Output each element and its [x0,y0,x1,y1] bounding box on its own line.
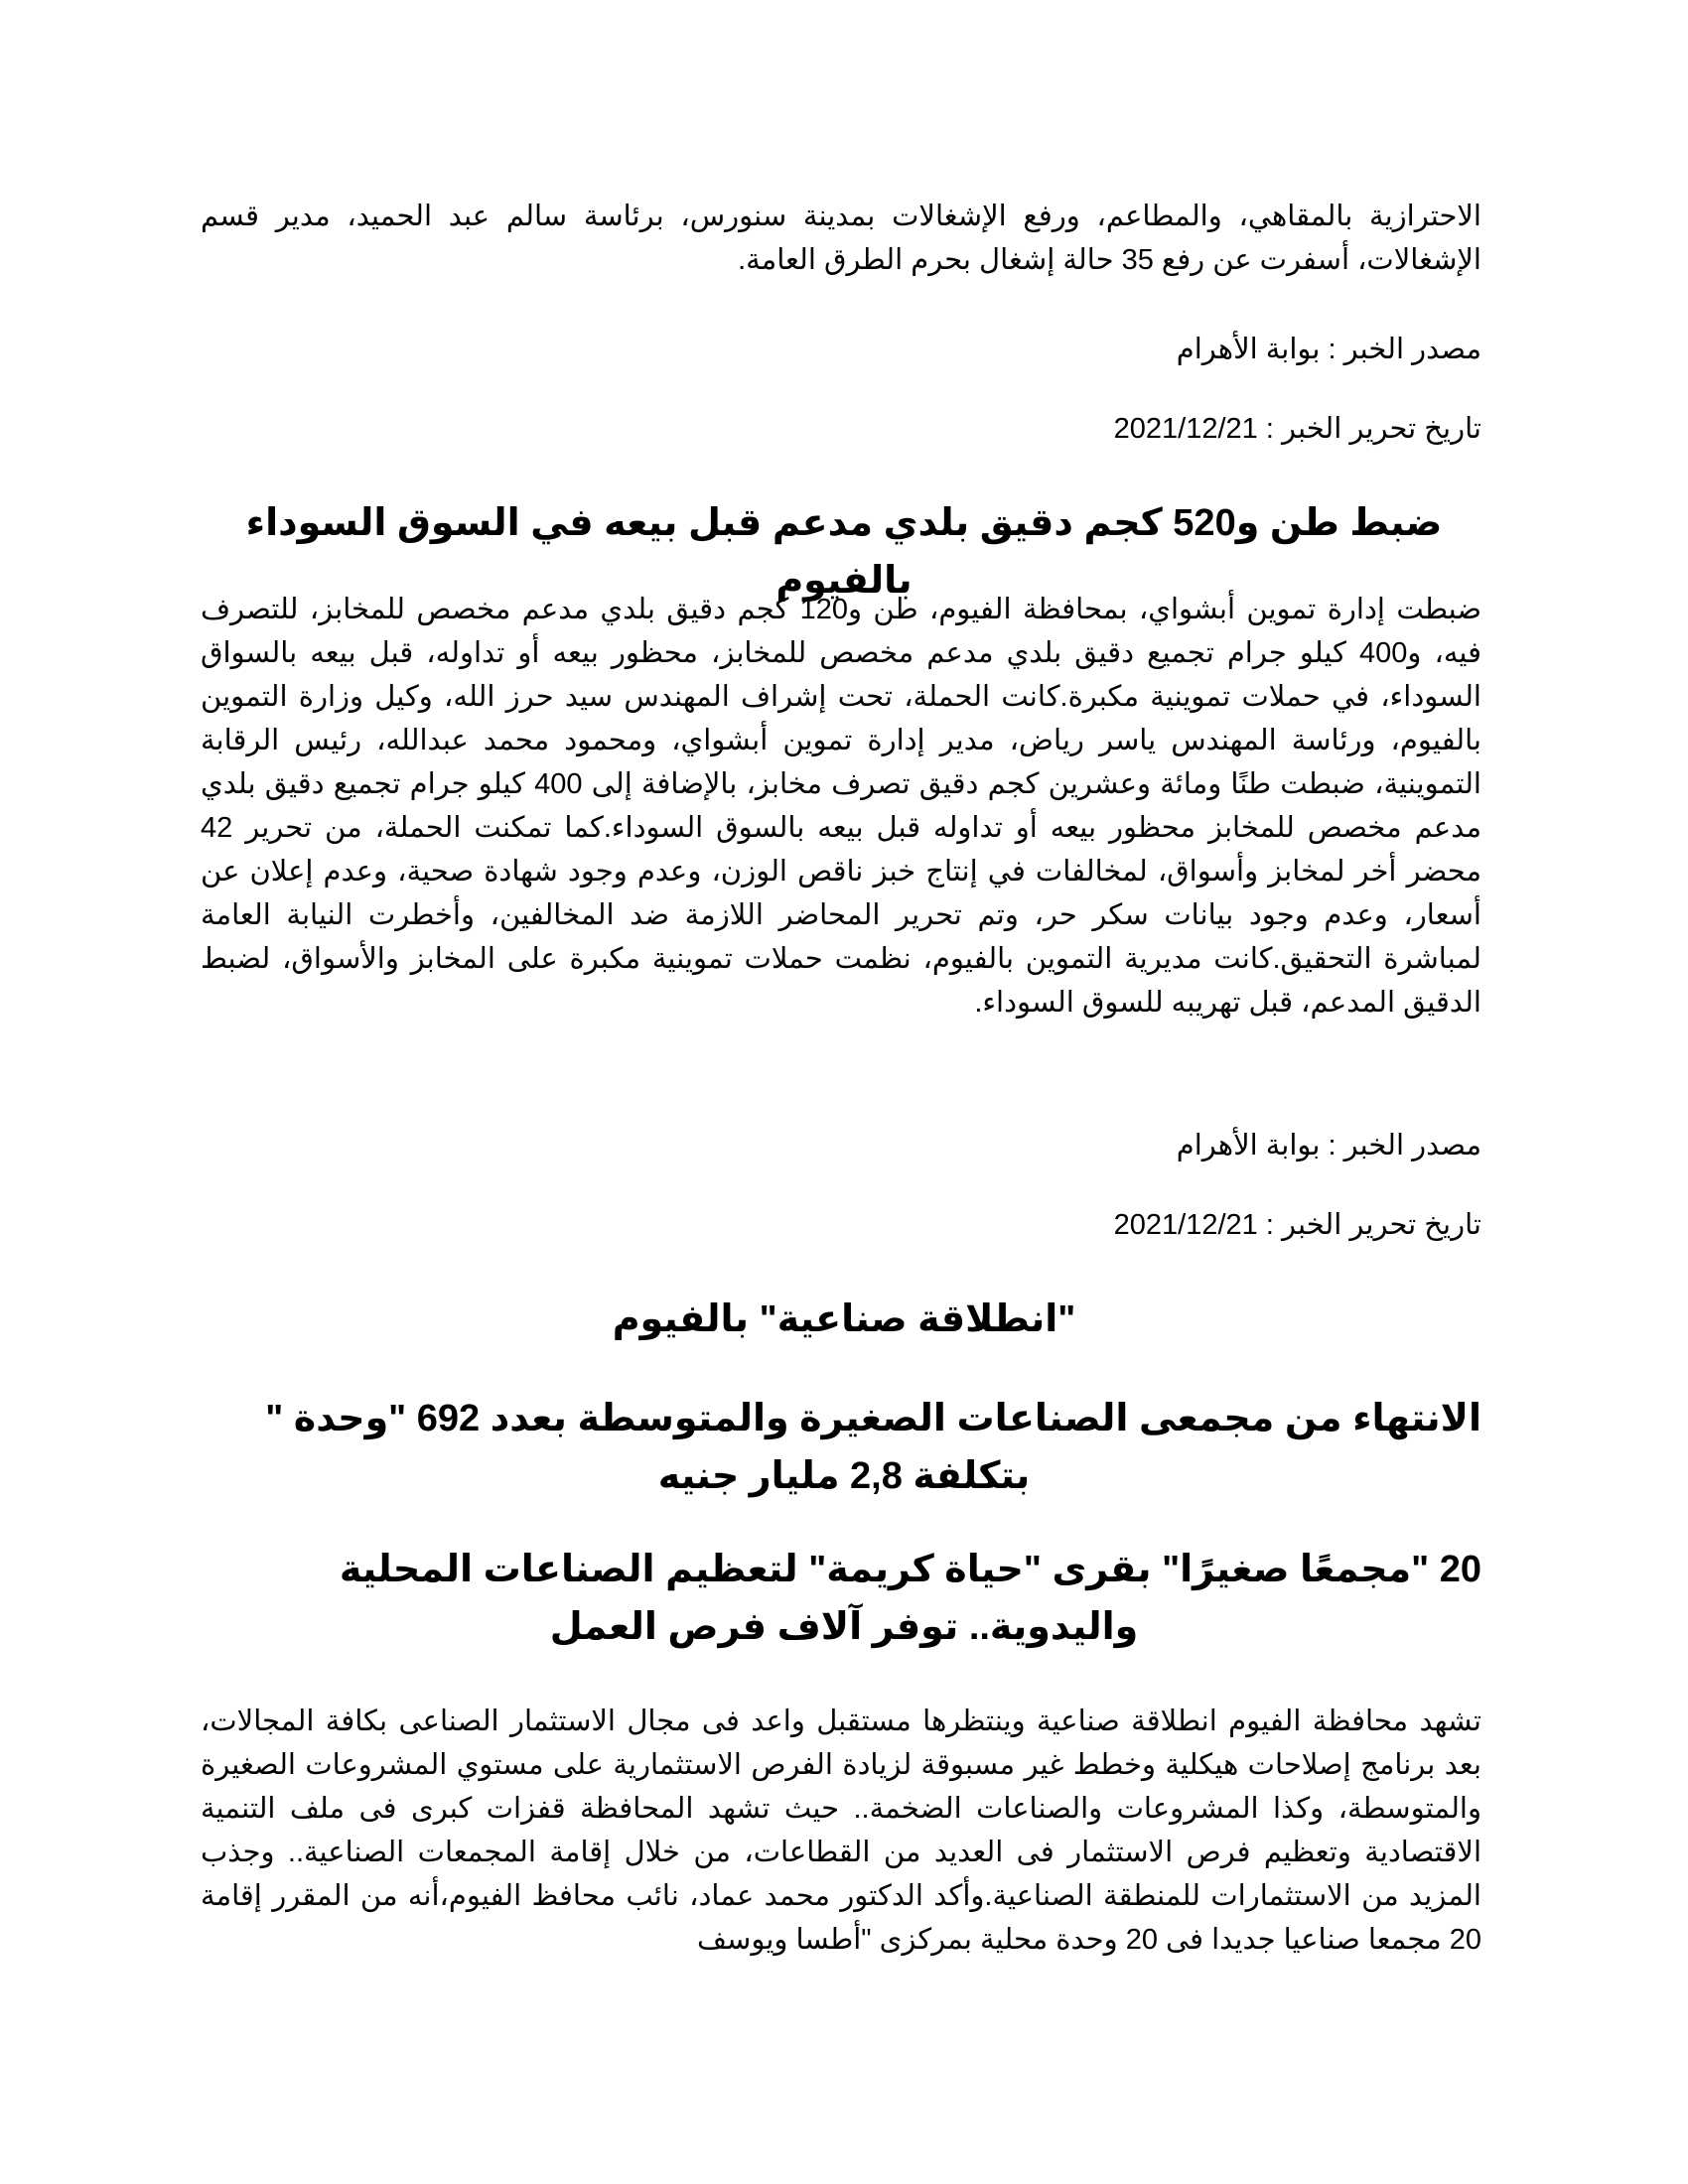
article2-source: مصدر الخبر : بوابة الأهرام [1176,1130,1481,1161]
article3-subtitle-1: الانتهاء من مجمعى الصناعات الصغيرة والمتوسطة بعدد 692 "وحدة " بتكلفة 2,8 مليار جنيه [265,1398,1481,1497]
article3-paragraph: تشهد محافظة الفيوم انطلاقة صناعية وينتظرها مستقبل واعد فى مجال الاستثمار الصناعى بكافة المجالات، بعد برنامج إصلاحات هيكلية وخطط غير مسبوقة لزيادة الفرص الاستثمارية على مستوي المشروعات الصغيرة والمتوسطة، وكذا المشروعات والصناعات الضخمة.. حيث تشهد المحافظة قفزات كبرى فى ملف التنمية الاقتصادية وتعظيم فرص الاستثمار فى العديد من القطاعات، من خلال إقامة المجمعات الصناعية.. وجذب المزيد من الاستثمارات للمنطقة الصناعية.وأكد الدكتور محمد عماد، نائب محافظ الفيوم،أنه من المقرر إقامة 20 مجمعا صناعيا جديدا فى 20 وحدة محلية بمركزى "أطسا ويوسف [201,1706,1481,1956]
article1-source: مصدر الخبر : بوابة الأهرام [1176,334,1481,365]
article2-paragraph: ضبطت إدارة تموين أبشواي، بمحافظة الفيوم، طن و120 كجم دقيق بلدي مدعم مخصص للمخابز، للتصرف فيه، و400 كيلو جرام تجميع دقيق بلدي مدعم مخصص للمخابز، محظور بيعه أو تداوله، قبل بيعه بالسواق السوداء، في حملات تموينية مكبرة.كانت الحملة، تحت إشراف المهندس سيد حرز الله، وكيل وزارة التموين بالفيوم، ورئاسة المهندس ياسر رياض، مدير إدارة تموين أبشواي، ومحمود محمد عبدالله، رئيس الرقابة التموينية، ضبطت طنًا ومائة وعشرين كجم دقيق تصرف مخابز، بالإضافة إلى 400 كيلو جرام تجميع دقيق بلدي مدعم مخصص للمخابز محظور بيعه أو تداوله قبل بيعه بالسوق السوداء.كما تمكنت الحملة، من تحرير 42 محضر أخر لمخابز وأسواق، لمخالفات في إنتاج خبز ناقص الوزن، وعدم وجود شهادة صحية، وعدم إعلان عن أسعار، وعدم وجود بيانات سكر حر، وتم تحرير المحاضر اللازمة ضد المخالفين، وأخطرت النيابة العامة لمباشرة التحقيق.كانت مديرية التموين بالفيوم، نظمت حملات تموينية مكبرة على المخابز والأسواق، لضبط الدقيق المدعم، قبل تهريبه للسوق السوداء. [201,594,1481,1019]
article1-paragraph: الاحترازية بالمقاهي، والمطاعم، ورفع الإشغالات بمدينة سنورس، برئاسة سالم عبد الحميد، مدير قسم الإشغالات، أسفرت عن رفع 35 حالة إشغال بحرم الطرق العامة. [201,201,1481,276]
article3-subtitle-2: 20 "مجمعًا صغيرًا" بقرى "حياة كريمة" لتعظيم الصناعات المحلية واليدوية.. توفر آلاف فرص العمل [339,1549,1481,1648]
article3-title: "انطلاقة صناعية" بالفيوم [612,1298,1076,1340]
article1-date: تاريخ تحرير الخبر : 2021/12/21 [1113,413,1481,445]
article2-title: ضبط طن و520 كجم دقيق بلدي مدعم قبل بيعه في السوق السوداء بالفيوم [245,502,1443,602]
article2-date: تاريخ تحرير الخبر : 2021/12/21 [1113,1209,1481,1241]
